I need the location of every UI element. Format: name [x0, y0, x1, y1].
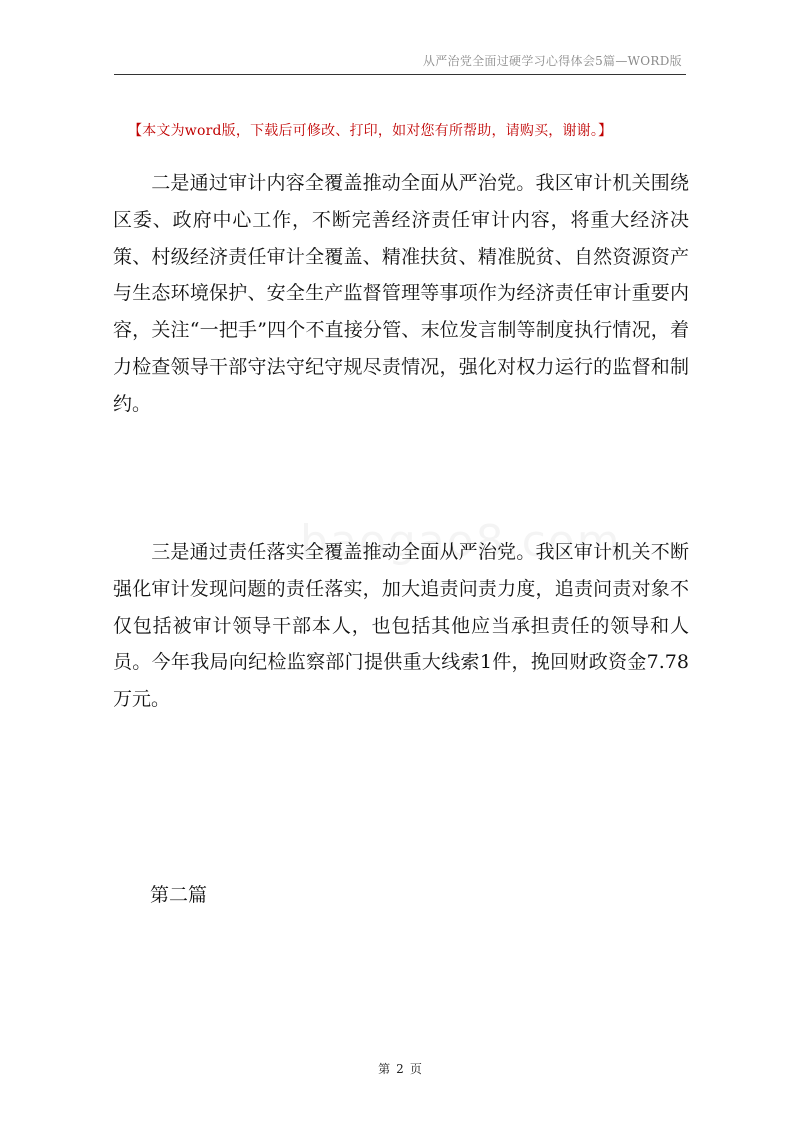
header-title: 从严治党全面过硬学习心得体会5篇—WORD版 — [422, 54, 682, 68]
body-paragraph-2-text: 三是通过责任落实全覆盖推动全面从严治党。我区审计机关不断强化审计发现问题的责任落实，加大追责问责力度，追责问责对象不仅包括被审计领导干部本人，也包括其他应当承担责任的领导和人员。今年我局向纪检监察部门提供重大线索1件，挽回财政资金7.78万元。 — [113, 541, 689, 711]
section-heading: 第二篇 — [150, 884, 208, 906]
body-paragraph-2 — [113, 534, 689, 718]
body-paragraph-1 — [113, 165, 689, 423]
header-divider — [114, 74, 686, 75]
download-notice: 【本文为word版，下载后可修改、打印，如对您有所帮助，请购买，谢谢。】 — [128, 123, 613, 139]
page-number: 2 — [396, 1062, 404, 1076]
footer-suffix: 页 — [409, 1062, 422, 1076]
footer-prefix: 第 — [378, 1062, 391, 1076]
page-footer — [0, 1060, 800, 1077]
body-paragraph-1-text: 二是通过审计内容全覆盖推动全面从严治党。我区审计机关围绕区委、政府中心工作，不断完善经济责任审计内容，将重大经济决策、村级经济责任审计全覆盖、精准扶贫、精准脱贫、自然资源资产与生态环境保护、安全生产监督管理等事项作为经济责任审计重要内容，关注“一把手”四个不直接分管、末位发言制等制度执行情况，着力检查领导干部守法守纪守规尽责情况，强化对权力运行的监督和制约。 — [113, 172, 689, 415]
